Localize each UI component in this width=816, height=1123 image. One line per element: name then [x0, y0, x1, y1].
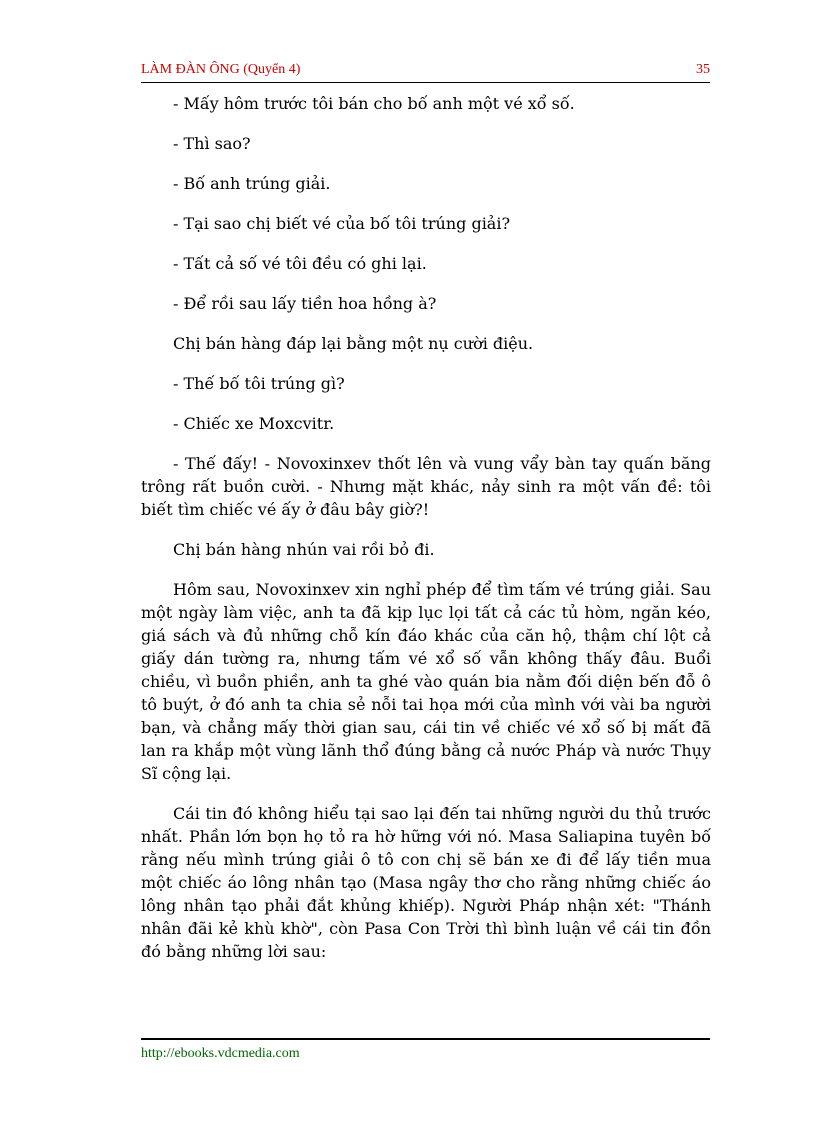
- paragraph: Chị bán hàng nhún vai rồi bỏ đi.: [173, 540, 435, 559]
- paragraph: - Để rồi sau lấy tiền hoa hồng à?: [173, 294, 437, 313]
- paragraph: Cái tin đó không hiểu tại sao lại đến tai những người du thủ trước nhất. Phần lớn bọn họ tỏ ra hờ hững với nó. Masa Saliapina tuyên bố rằng nếu mình trúng giải ô tô con chị sẽ bán xe đi để lấy tiền mua một chiếc áo lông nhân tạo (Masa ngây thơ cho rằng những chiếc áo lông nhân tạo phải đắt khủng khiếp). Người Pháp nhận xét: "Thánh nhân đãi kẻ khù khờ", còn Pasa Con Trời thì bình luận về cái tin đồn đó bằng những lời sau:: [141, 804, 711, 961]
- paragraph: - Tại sao chị biết vé của bố tôi trúng giải?: [173, 214, 511, 233]
- page-header: [141, 62, 710, 82]
- header-divider: [141, 82, 710, 83]
- paragraph: - Thế đấy! - Novoxinxev thốt lên và vung vẩy bàn tay quấn băng trông rất buồn cười. - Nhưng mặt khác, nảy sinh ra một vấn đề: tôi biết tìm chiếc vé ấy ở đâu bây giờ?!: [141, 454, 711, 519]
- book-title: LÀM ĐÀN ÔNG (Quyển 4): [141, 62, 301, 77]
- paragraph: - Chiếc xe Moxcvitr.: [173, 414, 335, 433]
- paragraph: - Thế bố tôi trúng gì?: [173, 374, 345, 393]
- paragraph: Chị bán hàng đáp lại bằng một nụ cười điệu.: [173, 334, 534, 353]
- footer-link[interactable]: http://ebooks.vdcmedia.com: [141, 1046, 300, 1061]
- page-body: [141, 92, 711, 963]
- paragraph: - Tất cả số vé tôi đều có ghi lại.: [173, 254, 427, 273]
- paragraph: - Bố anh trúng giải.: [173, 174, 331, 193]
- paragraph: - Mấy hôm trước tôi bán cho bố anh một vé xổ số.: [173, 94, 575, 113]
- paragraph: - Thì sao?: [173, 134, 251, 153]
- footer-divider: [141, 1038, 710, 1040]
- paragraph: Hôm sau, Novoxinxev xin nghỉ phép để tìm tấm vé trúng giải. Sau một ngày làm việc, anh ta đã kịp lục lọi tất cả các tủ hòm, ngăn kéo, giá sách và đủ những chỗ kín đáo khác của căn hộ, thậm chí lột cả giấy dán tường ra, nhưng tấm vé xổ số vẫn không thấy đâu. Buổi chiều, vì buồn phiền, anh ta ghé vào quán bia nằm đối diện bến đỗ ô tô buýt, ở đó anh ta chia sẻ nỗi tai họa mới của mình với vài ba người bạn, và chẳng mấy thời gian sau, cái tin về chiếc vé xổ số bị mất đã lan ra khắp một vùng lãnh thổ đúng bằng cả nước Pháp và nước Thụy Sĩ cộng lại.: [141, 580, 711, 783]
- page-number: 35: [696, 62, 710, 77]
